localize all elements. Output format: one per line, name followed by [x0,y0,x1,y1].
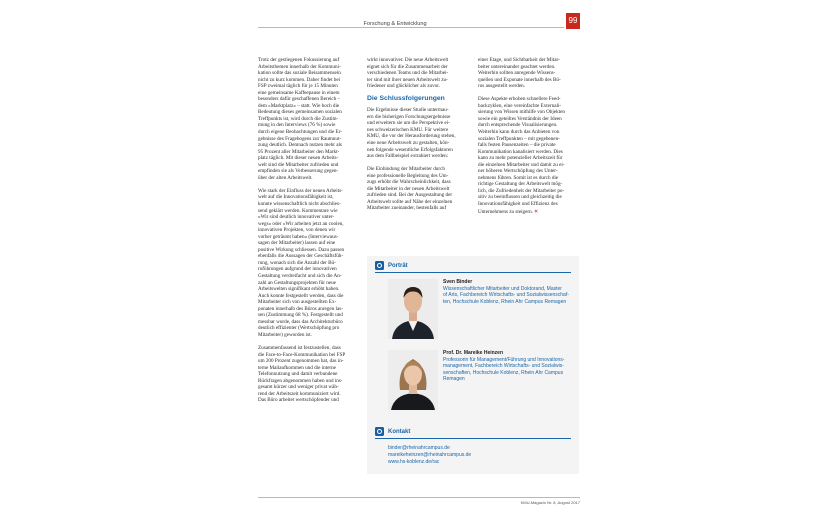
avatar [388,350,438,410]
contact-website-link[interactable]: www.hs-koblenz.de/rac [388,459,440,466]
paragraph: einer Etage, und Sichtbarkeit der Mitar- beiter untereinander geachtet werden. Weiterhin sollten anregende Wissens- quellen und Exponate innerhalb des Bü- ros ausgestellt werden. [478,57,561,90]
article-column-3 [478,57,580,215]
contact-list [388,445,471,467]
paragraph: wirkt innovativer. Die neue Arbeitswelt eignet sich für die Zusammenarbeit der verschiedenen Teams und die Mitarbei- ter sind mit ihrer neuen Arbeitswelt zu- friedener und glücklicher als zuvor. [367,57,449,90]
section-subheading: Die Schlussfolgerungen [367,94,445,102]
contact-email-link[interactable]: binder@rheinahrcampus.de [388,445,450,451]
article-column-2 [367,57,469,212]
portrait-heading-label: Porträt [388,263,408,270]
section-title: Forschung & Entwicklung [363,21,427,27]
avatar [388,279,438,339]
footer-rule [258,497,580,498]
contact-heading [375,427,410,437]
camera-icon [375,427,384,436]
author-info-box [367,256,579,474]
paragraph-text: Diese Aspekte erhoben schnellere Feed- backzyklen, eine vereinfachte Externali- sierung von Wissen mithilfe von Objekten sowie ein geteiltes Verständnis der Ideen durch entsprechende Visualisierungen. Weiterhin kann durch das Anbieten von sozialen Treffpunkten – mit gegebenen- falls festen Pausenzeiten – die private Kommunikation kanalisiert werden. Dies kann zu mehr potenzieller Arbeitszeit für die einzelnen Mitarbeiter und damit zu ei- ner höheren Wertschöpfung des Unter- nehmens führen. Somit ist es durch die richtige Gestaltung der Arbeitswelt mög- lich, die Zufriedenheit der Mitarbeiter po- sitiv zu beeinflussen und gleichzeitig die Innovationsfähigkeit und Effizienz des Unternehmens zu steigern. [478,96,565,215]
person-description: Professorin für Management/Führung und Innovations- management, Fachbereich Wirtschafts- und Sozialwis- senschaften, Hochschule Koblenz, Rhein Ahr Campus Remagen [443,356,565,383]
end-mark: « [534,206,538,215]
portrait-heading [375,261,408,271]
page-number: 99 [566,13,580,29]
camera-icon [375,261,384,270]
paragraph: Trotz der gestiegenen Fokussierung auf Arbeitsthemen innerhalb der Kommuni- kation sollte das soziale Beisammensein nicht zu kurz kommen. Daher findet bei FSP zweimal täglich für je 15 Minuten eine gemeinsame Kaffeepause in einem besonders dafür geschaffenen Bereich – dem »Marktplatz« – statt. Wie hoch die Bedeutung dieses gemeinsamen sozialen Treffpunkts ist, wird durch die Zustim- mung in den Interviews (76 %) sowie durch eigene Beobachtungen und die Er- gebnisse des Fragebogens zur Raumnut- zung deutlich. Demnach nutzen mehr als 95 Prozent aller Mitarbeiter den Markt- platz täglich. Mit dieser neuen Arbeits- welt sind die Mitarbeiter zufrieden und empfinden sie als Verbesserung gegen- über der alten Arbeitswelt. [258,57,342,181]
contact-rule [375,438,571,439]
paragraph: Die Einbindung der Mitarbeiter durch eine professionelle Begleitung des Um- zugs erhöht die Wahrscheinlichkeit, dass die Mitarbeiter in der neuen Arbeitswelt zufrieden sind. Bei der Ausgestaltung der Arbeitswelt sollte auf Nähe der einzelnen Mitarbeiter zueinander, bestenfalls auf [367,166,453,212]
article-column-1 [258,57,359,404]
portrait-rule [375,272,571,273]
portrait-person [443,350,578,383]
portrait-person [443,279,578,305]
paragraph: Die Ergebnisse dieser Studie untermau- ern die bisherigen Forschungsergebnisse und erweitern sie um die Perspektive ei- nes schweizerischen KMU. Für weitere KMU, die vor der Herausforderung stehen, eine neue Arbeitswelt zu gestalten, kön- nen folgende wesentliche Erfolgsfaktoren aus dem Fallbeispiel extrahiert werden: [367,107,456,160]
footer-text: KMU-Magazin Nr. 8, August 2017 [520,500,580,505]
person-name: Sven Binder [443,279,473,285]
contact-heading-label: Kontakt [388,429,411,436]
person-description: Wissenschaftlicher Mitarbeiter und Doktorand, Master of Arts, Fachbereich Wirtschafts- und Sozialwissenschaf- ten, Hochschule Koblenz, Rhein Ahr Campus Remagen [443,285,569,305]
contact-email-link[interactable]: mareikeheinzen@rheinahrcampus.de [388,452,472,459]
paragraph [478,96,580,215]
header-rule [258,27,564,28]
paragraph: Wie stark der Einfluss der neuen Arbeits- welt auf die Innovationsfähigkeit ist, konnte wissenschaftlich nicht abschlies- send geklärt werden. Kommentare wie »Wir sind deutlich innovativer unter- wegs« oder »Wir arbeiten jetzt an coolen, innovativen Projekten, von denen wir vorher geträumt haben« (Interviewaus- sagen der Mitarbeiter) lassen auf eine positive Wirkung schliessen. Dazu passen ebenfalls die Aussagen der Geschäftsfüh- rung, wonach sich die Anzahl der Bü- roführungen aufgrund der innovativen Gestaltung verdreifacht und sich die An- zahl an Gestaltungsprojekten für neue Arbeitswelten signifikant erhöht haben. Auch konnte festgestellt werden, dass die Mitarbeiter sich von ausgestellten Ex- ponaten innerhalb des Büros anregen las- sen (Zustimmung 68 %). Festgestellt und messbar wurde, dass das Architekturbüro deutlich effizienter (Wertschöpfung pro Mitarbeiter) geworden ist. [258,187,345,338]
paragraph: Zusammenfassend ist festzustellen, dass die Face-to-Face-Kommunikation bei FSP um 200 Prozent zugenommen hat, das in- terne Mailaufkommen und die interne Telefonnutzung und damit verbundene Rückfragen abgenommen haben und ins- gesamt kürzer und weniger privat wäh- rend der Arbeitszeit kommuniziert wird. Das Büro arbeitet wertschöpfender und [258,344,346,404]
person-name: Prof. Dr. Mareike Heinzen [443,350,504,356]
